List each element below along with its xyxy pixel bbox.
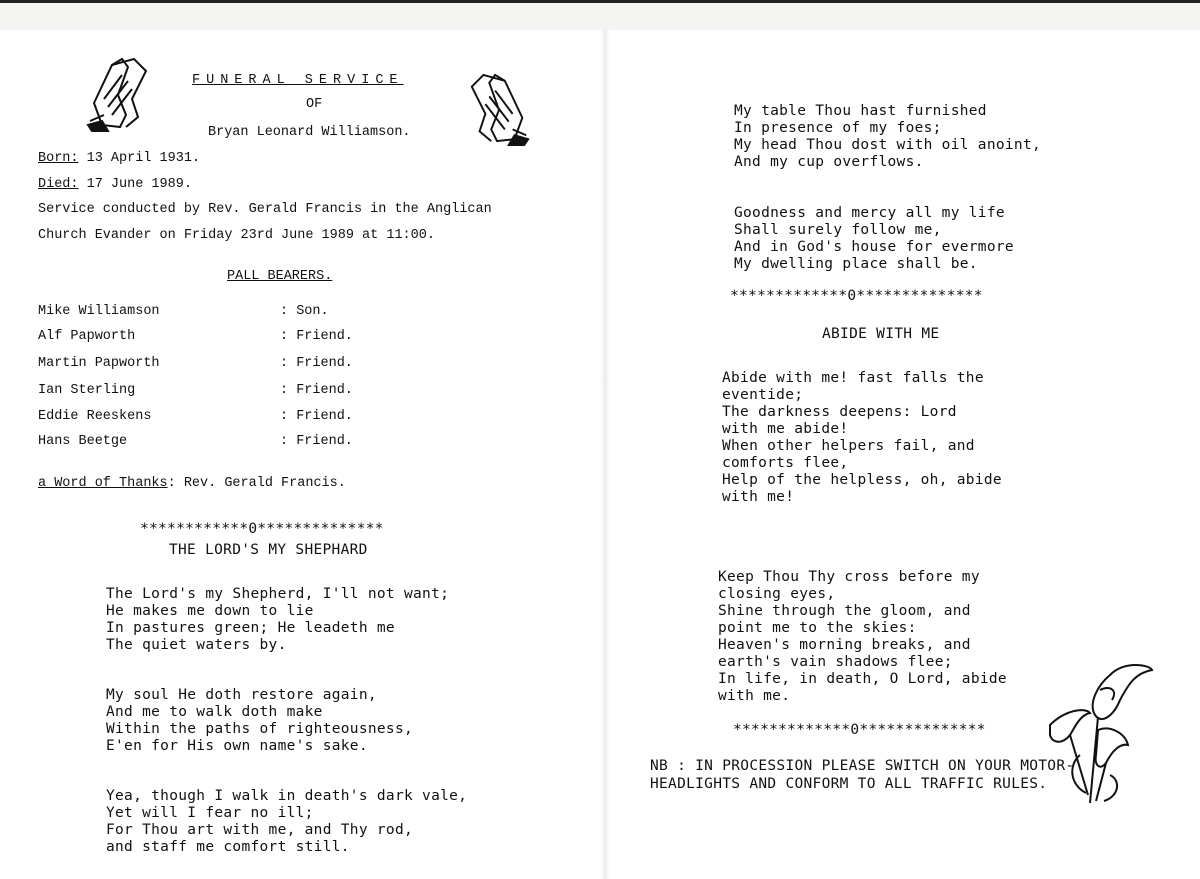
verse-line: In life, in death, O Lord, abide [718,671,1007,687]
bearer-relation: : Friend. [280,434,353,449]
verse-line: E'en for His own name's sake. [106,738,368,754]
verse-line: with me abide! [722,421,849,437]
procession-notice-line-2: HEADLIGHTS AND CONFORM TO ALL TRAFFIC RULES. [650,776,1048,792]
verse-line: Goodness and mercy all my life [734,205,1005,221]
calla-lily-icon [1040,655,1160,805]
hymn1-title: THE LORD'S MY SHEPHARD [169,542,368,558]
hymn1-verse-2 [106,687,413,755]
verse-line: For Thou art with me, and Thy rod, [106,822,414,838]
hymn1-verse-4 [734,103,1041,171]
procession-notice-line-1: NB : IN PROCESSION PLEASE SWITCH ON YOUR MOTOR- [650,758,1075,774]
verse-line: comforts flee, [722,455,849,471]
died-label: Died: [38,177,79,192]
pall-bearers-heading: PALL BEARERS. [227,269,333,284]
verse-line: earth's vain shadows flee; [718,654,953,670]
separator: *************0************** [733,722,986,738]
bearer-relation: : Son. [280,304,329,319]
born-value: 13 April 1931. [78,151,201,166]
verse-line: My table Thou hast furnished [734,103,987,119]
bearer-name: Mike Williamson [38,304,160,319]
died-value: 17 June 1989. [78,177,192,192]
verse-line: Yea, though I walk in death's dark vale, [106,788,468,804]
separator: ************0************** [140,521,384,537]
bearer-relation: : Friend. [280,329,353,344]
hymn1-verse-5 [734,205,1014,273]
verse-line: with me! [722,489,795,505]
verse-line: In presence of my foes; [734,120,942,136]
born-line [38,151,200,166]
verse-line: Help of the helpless, oh, abide [722,472,1002,488]
verse-line: The Lord's my Shepherd, I'll not want; [106,586,450,602]
thanks-label: a Word of Thanks [38,476,168,491]
verse-line: The darkness deepens: Lord [722,404,957,420]
bearer-relation: : Friend. [280,409,353,424]
verse-line: The quiet waters by. [106,637,287,653]
page-fold [600,30,610,879]
verse-line: Yet will I fear no ill; [106,805,314,821]
verse-line: and staff me comfort still. [106,839,350,855]
of-line: OF [306,97,323,112]
verse-line: closing eyes, [718,586,836,602]
praying-hands-icon [464,70,534,148]
verse-line: with me. [718,688,791,704]
bearer-name: Hans Beetge [38,434,128,449]
bearer-name: Martin Papworth [38,356,160,371]
hymn2-verse-1 [722,370,1002,506]
service-line-2: Church Evander on Friday 23rd June 1989 at 11:00. [38,228,435,243]
bearer-name: Eddie Reeskens [38,409,152,424]
verse-line: Within the paths of righteousness, [106,721,414,737]
hymn2-title: ABIDE WITH ME [822,326,940,342]
verse-line: Heaven's morning breaks, and [718,637,971,653]
verse-line: My soul He doth restore again, [106,687,377,703]
bearer-name: Alf Papworth [38,329,136,344]
verse-line: Shine through the gloom, and [718,603,971,619]
verse-line: Abide with me! fast falls the [722,370,984,386]
verse-line: In pastures green; He leadeth me [106,620,395,636]
verse-line: He makes me down to lie [106,603,314,619]
separator: *************0************** [730,288,983,304]
verse-line: And my cup overflows. [734,154,924,170]
scan-edge-line [0,0,1200,3]
hymn2-verse-2 [718,569,1007,705]
verse-line: Keep Thou Thy cross before my [718,569,980,585]
verse-line: point me to the skies: [718,620,917,636]
died-line [38,177,192,192]
hymn1-verse-1 [106,586,449,654]
verse-line: And in God's house for evermore [734,239,1014,255]
praying-hands-icon [82,55,154,133]
hymn1-verse-3 [106,788,467,856]
verse-line: And me to walk doth make [106,704,323,720]
thanks-line [38,476,346,491]
verse-line: Shall surely follow me, [734,222,942,238]
service-line-1: Service conducted by Rev. Gerald Francis in the Anglican [38,202,492,217]
verse-line: eventide; [722,387,804,403]
born-label: Born: [38,151,79,166]
thanks-value: : Rev. Gerald Francis. [167,476,346,491]
deceased-name: Bryan Leonard Williamson. [208,125,411,140]
bearer-relation: : Friend. [280,383,353,398]
verse-line: My head Thou dost with oil anoint, [734,137,1042,153]
bearer-relation: : Friend. [280,356,353,371]
verse-line: My dwelling place shall be. [734,256,978,272]
bearer-name: Ian Sterling [38,383,136,398]
verse-line: When other helpers fail, and [722,438,975,454]
service-title: FUNERAL SERVICE [192,73,404,88]
